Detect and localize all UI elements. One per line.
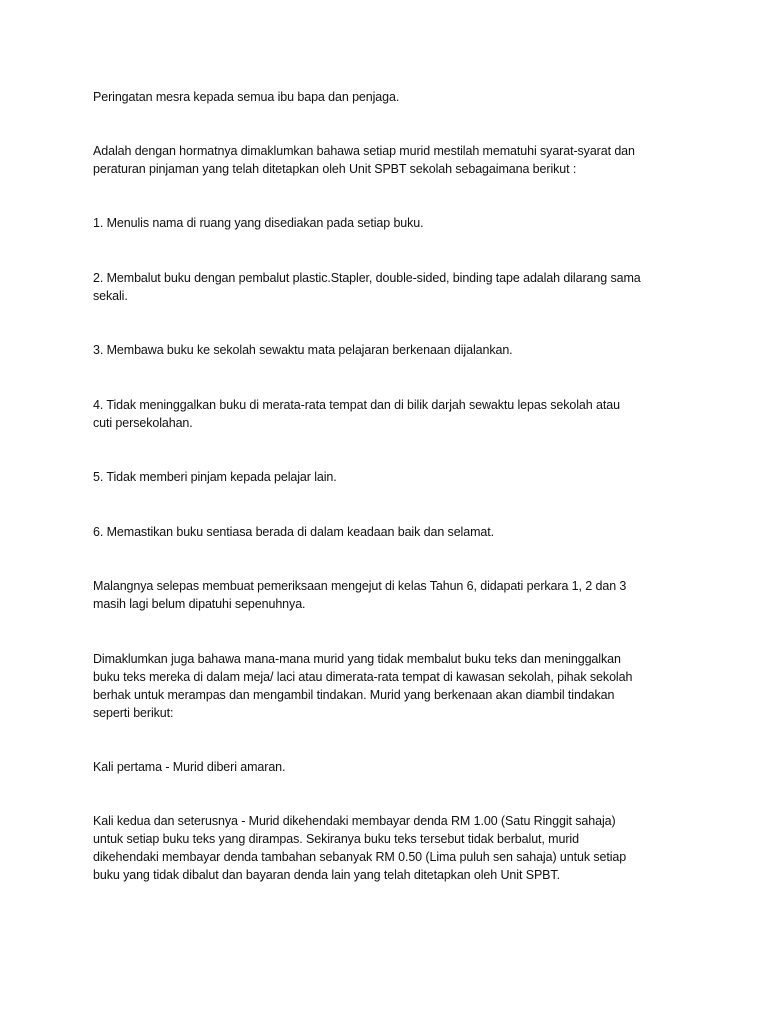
- rule-item-6: [93, 523, 693, 541]
- intro-line: Adalah dengan hormatnya dimaklumkan bahawa setiap murid mestilah mematuhi syarat-syarat dan: [93, 144, 635, 158]
- rule-item-2: [93, 269, 693, 305]
- notice-line: Dimaklumkan juga bahawa mana-mana murid yang tidak membalut buku teks dan meninggalkan: [93, 652, 621, 666]
- rule-line: 5. Tidak memberi pinjam kepada pelajar lain.: [93, 470, 337, 484]
- greeting-text: Peringatan mesra kepada semua ibu bapa dan penjaga.: [93, 90, 400, 104]
- rule-line: 1. Menulis nama di ruang yang disediakan pada setiap buku.: [93, 216, 424, 230]
- penalty-second-paragraph: [93, 812, 693, 884]
- notice-paragraph: [93, 650, 693, 722]
- penalty-first-text: Kali pertama - Murid diberi amaran.: [93, 760, 286, 774]
- notice-line: buku teks mereka di dalam meja/ laci atau dimerata-rata tempat di kawasan sekolah, pihak sekolah: [93, 670, 633, 684]
- rule-item-3: [93, 341, 693, 359]
- rule-line: 2. Membalut buku dengan pembalut plastic.Stapler, double-sided, binding tape adalah dilarang sama: [93, 271, 641, 285]
- intro-line: peraturan pinjaman yang telah ditetapkan oleh Unit SPBT sekolah sebagaimana berikut :: [93, 162, 577, 176]
- rule-line: sekali.: [93, 289, 128, 303]
- rule-line: 4. Tidak meninggalkan buku di merata-rata tempat dan di bilik darjah sewaktu lepas sekolah atau: [93, 398, 620, 412]
- rule-item-4: [93, 396, 693, 432]
- penalty-second-line: buku yang tidak dibalut dan bayaran denda lain yang telah ditetapkan oleh Unit SPBT.: [93, 868, 560, 882]
- finding-paragraph: [93, 577, 693, 613]
- penalty-second-line: untuk setiap buku teks yang dirampas. Sekiranya buku teks tersebut tidak berbalut, murid: [93, 832, 579, 846]
- notice-line: seperti berikut:: [93, 706, 174, 720]
- rule-line: 6. Memastikan buku sentiasa berada di dalam keadaan baik dan selamat.: [93, 525, 494, 539]
- rule-item-1: [93, 214, 693, 232]
- finding-line: Malangnya selepas membuat pemeriksaan mengejut di kelas Tahun 6, didapati perkara 1, 2 dan 3: [93, 579, 627, 593]
- rule-line: 3. Membawa buku ke sekolah sewaktu mata pelajaran berkenaan dijalankan.: [93, 343, 513, 357]
- greeting-paragraph: [93, 88, 693, 106]
- rule-line: cuti persekolahan.: [93, 416, 193, 430]
- rule-item-5: [93, 468, 693, 486]
- finding-line: masih lagi belum dipatuhi sepenuhnya.: [93, 597, 306, 611]
- intro-paragraph: [93, 142, 693, 178]
- notice-line: berhak untuk merampas dan mengambil tindakan. Murid yang berkenaan akan diambil tindakan: [93, 688, 615, 702]
- penalty-second-line: Kali kedua dan seterusnya - Murid dikehendaki membayar denda RM 1.00 (Satu Ringgit sahaja): [93, 814, 616, 828]
- penalty-first-paragraph: [93, 758, 693, 776]
- penalty-second-line: dikehendaki membayar denda tambahan sebanyak RM 0.50 (Lima puluh sen sahaja) untuk setiap: [93, 850, 627, 864]
